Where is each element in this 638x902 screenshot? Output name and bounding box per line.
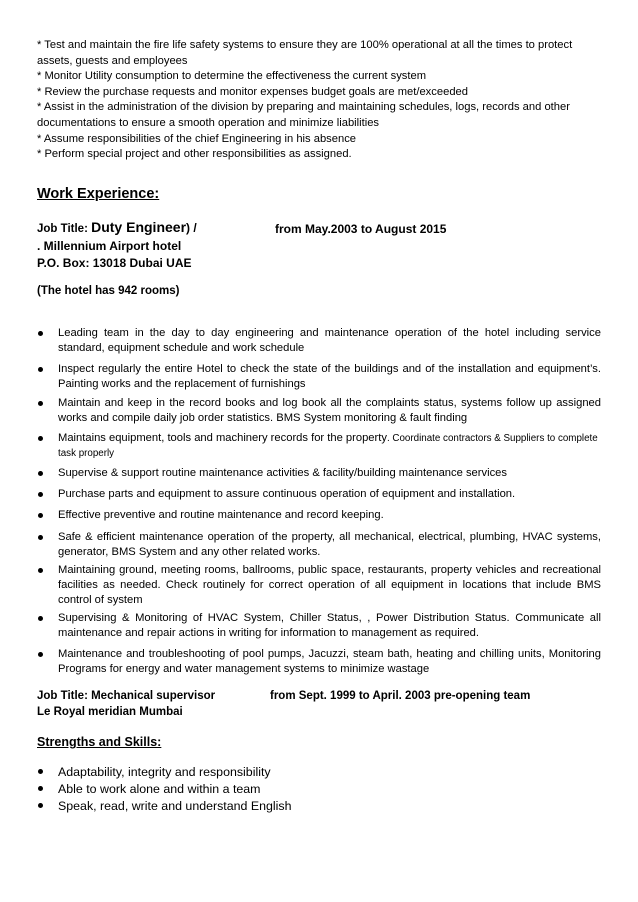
- job-title-label: Job Title:: [37, 223, 92, 235]
- bullet-icon: [38, 568, 43, 573]
- bullet-icon: [38, 436, 43, 441]
- skill-text: Able to work alone and within a team: [58, 782, 261, 796]
- responsibility-line: * Test and maintain the fire life safety systems to ensure they are 100% operational at all the times to protect assets, guests and employees: [37, 39, 573, 67]
- job-company: Le Royal meridian Mumbai: [37, 706, 183, 718]
- bullet-icon: [38, 471, 43, 476]
- duty-text: Maintenance and troubleshooting of pool pumps, Jacuzzi, steam bath, heating and chilling units, Monitoring Programs for energy and water management systems to minimize wastage: [58, 648, 601, 675]
- hotel-note: (The hotel has 942 rooms): [37, 285, 180, 297]
- responsibility-line: * Review the purchase requests and monitor expenses budget goals are met/exceeded: [37, 85, 468, 98]
- job-company: . Millennium Airport hotel: [37, 239, 182, 253]
- bullet-icon: [38, 616, 43, 621]
- skill-text: Speak, read, write and understand English: [58, 799, 292, 813]
- bullet-icon: [38, 331, 43, 336]
- bullet-icon: [38, 492, 43, 497]
- job-entry-duty-engineer: [37, 219, 597, 272]
- bullet-icon: [38, 513, 43, 518]
- bullet-icon: [38, 652, 43, 657]
- skill-text: Adaptability, integrity and responsibility: [58, 765, 271, 779]
- duty-text-main: Maintains equipment, tools and machinery records for the property: [58, 432, 387, 444]
- bullet-icon: [38, 535, 43, 540]
- duty-text-note: . Coordinate contractors & Suppliers to complete task properly: [58, 433, 598, 459]
- responsibility-line: * Assist in the administration of the division by preparing and maintaining schedules, logs, records and other documentations to ensure a smooth operation and minimize liabilities: [37, 101, 570, 129]
- bullet-icon: [38, 367, 43, 372]
- duty-text: Supervising & Monitoring of HVAC System, Chiller Status, , Power Distribution Status. Communicate all maintenance and repair actions in writing for information to management as required.: [58, 612, 601, 639]
- strengths-heading: Strengths and Skills:: [37, 735, 162, 749]
- responsibility-line: * Perform special project and other responsibilities as assigned.: [37, 148, 352, 161]
- job-period: from Sept. 1999 to April. 2003 pre-opening team: [270, 690, 531, 702]
- responsibility-line: * Monitor Utility consumption to determine the effectiveness the current system: [37, 70, 427, 83]
- job-entry-mechanical-supervisor: [37, 688, 607, 720]
- job-title-separator: ) /: [186, 221, 197, 235]
- duty-text: Supervise & support routine maintenance activities & facility/building maintenance services: [58, 467, 507, 479]
- duty-text: Maintaining ground, meeting rooms, ballrooms, public space, restaurants, property vehicles and recreational facilities as needed. Check routinely for correct operation of all equipment in locations that include BMS control of system: [58, 564, 601, 606]
- bullet-icon: [38, 786, 43, 791]
- duty-text: [58, 431, 601, 461]
- duty-text: Leading team in the day to day engineering and maintenance operation of the hotel including service standard, equipment schedule and work schedule: [58, 327, 601, 354]
- job-period: from May.2003 to August 2015: [275, 222, 447, 236]
- job-title: Job Title: Mechanical supervisor: [37, 690, 216, 702]
- bullet-icon: [38, 769, 43, 774]
- responsibility-line: * Assume responsibilities of the chief Engineering in his absence: [37, 132, 357, 145]
- job-address: P.O. Box: 13018 Dubai UAE: [37, 256, 192, 270]
- bullet-icon: [38, 401, 43, 406]
- responsibilities-list: [37, 38, 597, 163]
- duty-text: Purchase parts and equipment to assure continuous operation of equipment and installation.: [58, 488, 516, 500]
- bullet-icon: [38, 803, 43, 808]
- duty-text: Maintain and keep in the record books and log book all the complaints status, systems follow up assigned works and compile daily job order statistics. BMS System monitoring & fault finding: [58, 397, 601, 424]
- duty-text: Effective preventive and routine maintenance and record keeping.: [58, 509, 384, 521]
- duty-text: Safe & efficient maintenance operation of the property, all mechanical, electrical, plumbing, HVAC systems, generator, BMS System and any other related works.: [58, 531, 601, 558]
- job-position: Duty Engineer: [91, 219, 187, 235]
- work-experience-heading: Work Experience:: [37, 186, 160, 202]
- duty-text: Inspect regularly the entire Hotel to check the state of the buildings and of the installation and equipment’s. Painting works and the replacement of furnishings: [58, 363, 601, 390]
